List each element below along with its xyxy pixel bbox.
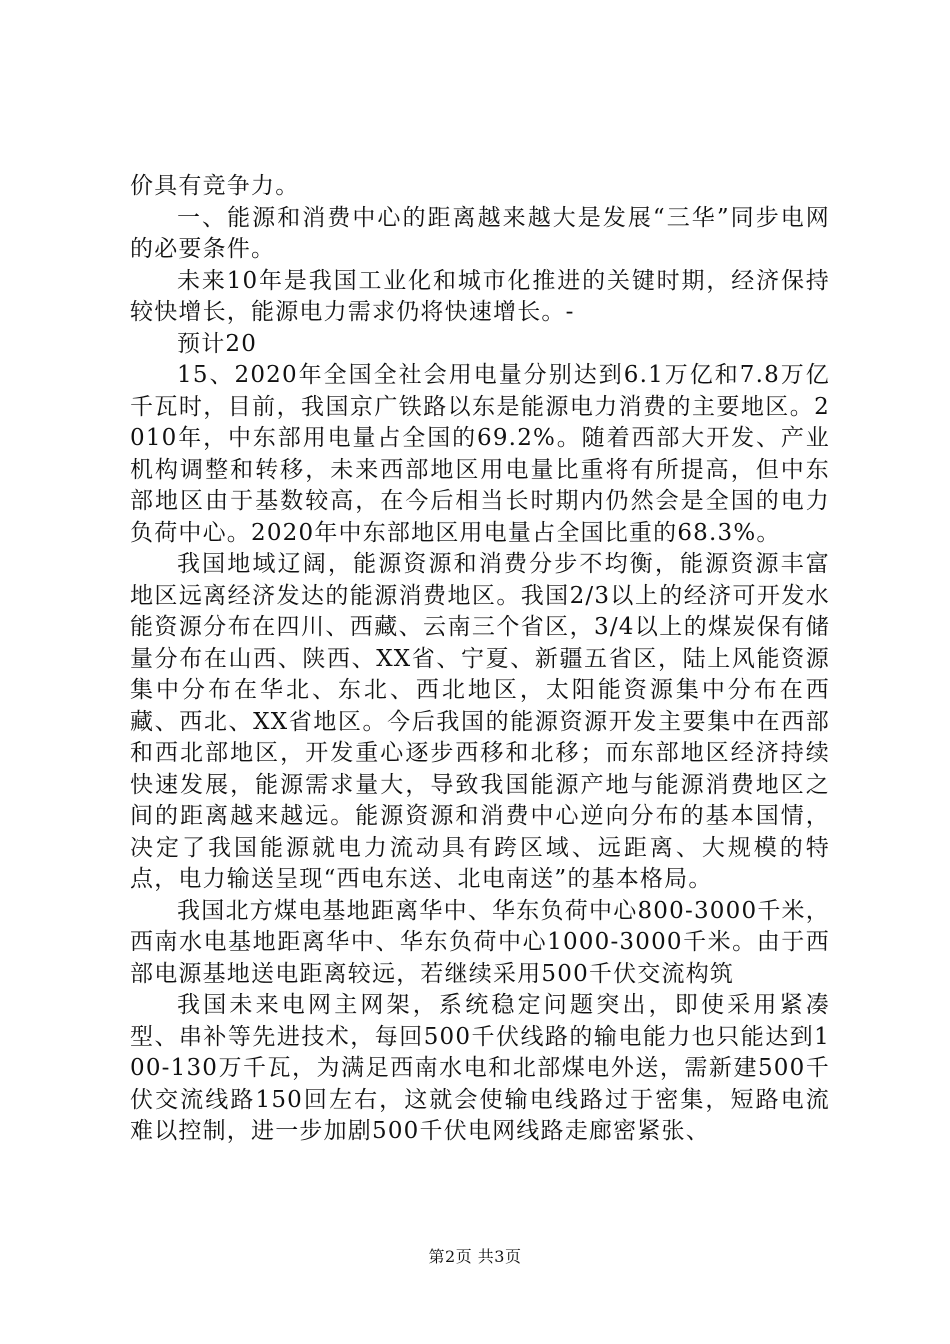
paragraph-5: 我国地域辽阔，能源资源和消费分步不均衡，能源资源丰富地区远离经济发达的能源消费地区。我国2/3以上的经济可开发水能资源分布在四川、西藏、云南三个省区，3/4以上的煤炭保有储量分布在山西、陕西、XX省、宁夏、新疆五省区，陆上风能资源集中分布在华北、东北、西北地区，太阳能资源集中分布在西藏、西北、XX省地区。今后我国的能源资源开发主要集中在西部和西北部地区，开发重心逐步西移和北移；而东部地区经济持续快速发展，能源需求量大，导致我国能源产地与能源消费地区之间的距离越来越远。能源资源和消费中心逆向分布的基本国情，决定了我国能源就电力流动具有跨区域、远距离、大规模的特点，电力输送呈现“西电东送、北电南送”的基本格局。 bbox=[130, 551, 830, 892]
page-number-label: 第2页 共3页 bbox=[428, 1247, 522, 1266]
paragraph-3: 预计20 bbox=[177, 330, 258, 357]
paragraph-6: 我国北方煤电基地距离华中、华东负荷中心800-3000千米，西南水电基地距离华中、华东负荷中心1000-3000千米。由于西部电源基地送电距离较远，若继续采用500千伏交流构筑 bbox=[130, 897, 830, 987]
document-body bbox=[130, 171, 830, 1148]
paragraph-2: 未来10年是我国工业化和城市化推进的关键时期，经济保持较快增长，能源电力需求仍将快速增长。- bbox=[130, 267, 830, 325]
paragraph-7: 我国未来电网主网架，系统稳定问题突出，即使采用紧凑型、串补等先进技术，每回500千伏线路的输电能力也只能达到100-130万千瓦，为满足西南水电和北部煤电外送，需新建500千伏交流线路150回左右，这就会使输电线路过于密集，短路电流难以控制，进一步加剧500千伏电网线路走廊密紧张、 bbox=[130, 992, 830, 1144]
paragraph-0: 价具有竞争力。 bbox=[130, 173, 300, 199]
paragraph-1: 一、能源和消费中心的距离越来越大是发展“三华”同步电网的必要条件。 bbox=[130, 204, 830, 262]
paragraph-4: 15、2020年全国全社会用电量分别达到6.1万亿和7.8万亿千瓦时，目前，我国京广铁路以东是能源电力消费的主要地区。2010年，中东部用电量占全国的69.2%。随着西部大开发、产业机构调整和转移，未来西部地区用电量比重将有所提高，但中东部地区由于基数较高，在今后相当长时期内仍然会是全国的电力负荷中心。2020年中东部地区用电量占全国比重的68.3%。 bbox=[130, 362, 830, 546]
page-footer bbox=[0, 1244, 950, 1267]
